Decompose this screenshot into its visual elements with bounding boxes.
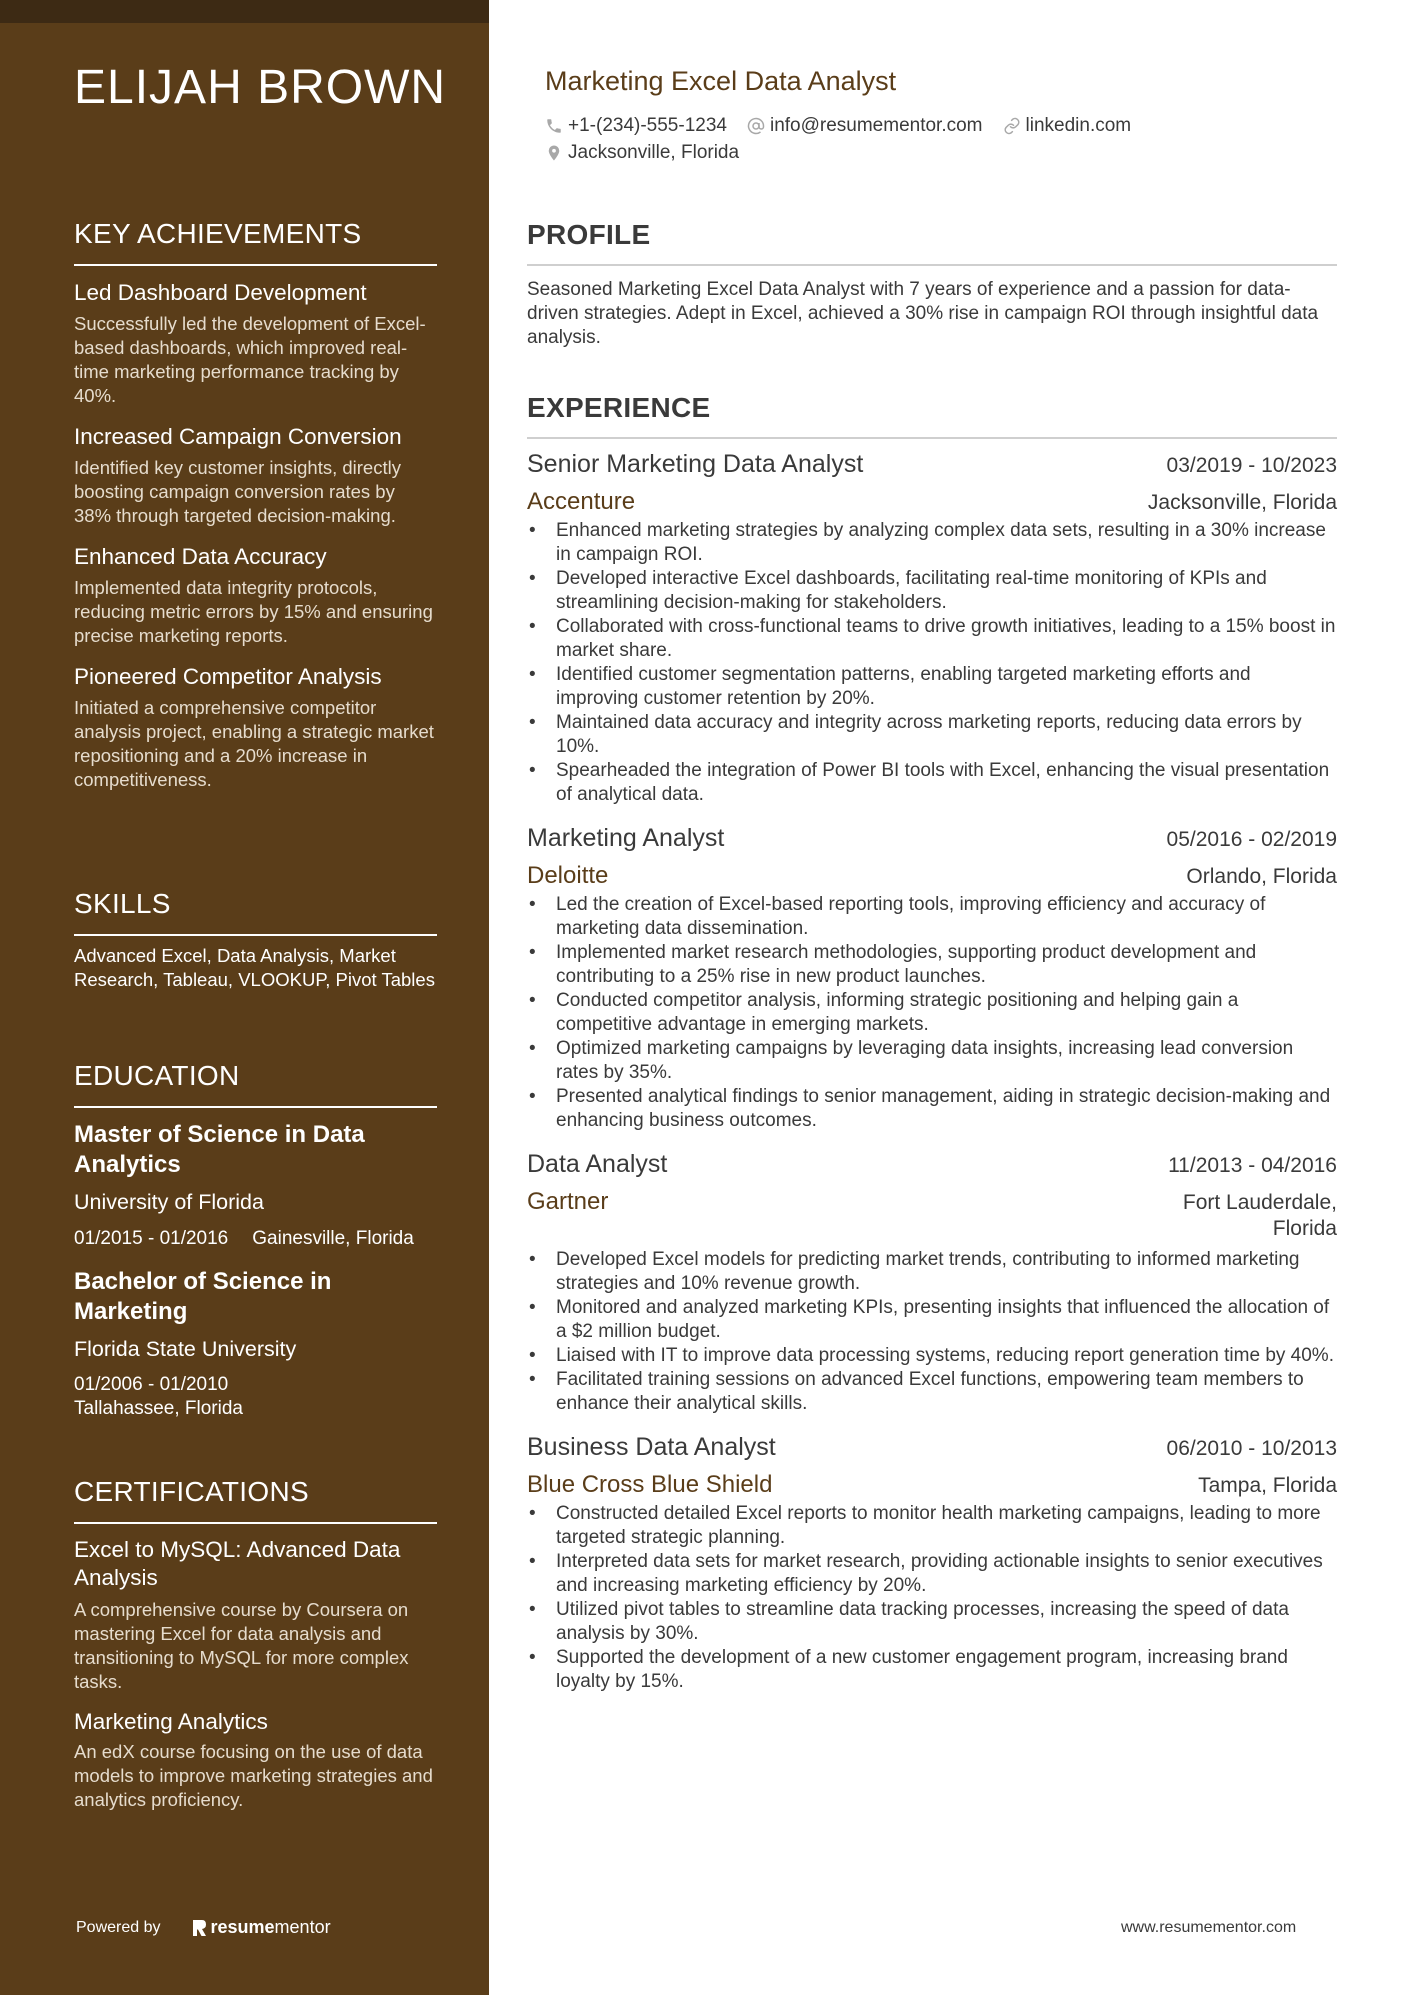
job-bullet: • Identified customer segmentation patterns, enabling targeted marketing efforts and improving customer retention by 20%. — [527, 663, 1337, 711]
key-achievements-heading: KEY ACHIEVEMENTS — [74, 216, 437, 266]
achievement-title: Led Dashboard Development — [74, 280, 367, 305]
education-item — [74, 1120, 437, 1251]
achievement-item — [74, 278, 437, 408]
certification-title: Marketing Analytics — [74, 1709, 268, 1734]
skills-list: Advanced Excel, Data Analysis, Market Research, Tableau, VLOOKUP, Pivot Tables — [74, 945, 435, 990]
phone-contact[interactable] — [545, 115, 727, 137]
education-heading: EDUCATION — [74, 1058, 437, 1108]
education-section — [74, 1058, 437, 1421]
job-bullet: • Supported the development of a new customer engagement program, increasing brand loyalty by 15%. — [527, 1646, 1337, 1694]
footer-url[interactable]: www.resumementor.com — [1121, 1919, 1297, 1936]
certifications-section — [74, 1474, 437, 1812]
education-dates: 01/2006 - 01/2010 — [74, 1374, 229, 1395]
resumementor-logo[interactable] — [191, 1917, 331, 1938]
job-header — [527, 447, 1337, 483]
certification-title: Excel to MySQL: Advanced Data Analysis — [74, 1537, 401, 1590]
job-dates: 11/2013 - 04/2016 — [1168, 1154, 1337, 1177]
contact-info — [545, 112, 1151, 166]
education-item — [74, 1267, 437, 1421]
job-role: Business Data Analyst — [527, 1433, 776, 1461]
job-bullet: • Enhanced marketing strategies by analyzing complex data sets, resulting in a 30% increase in campaign ROI. — [527, 519, 1337, 567]
job-bullet: • Developed Excel models for predicting market trends, contributing to informed marketing strategies and 10% revenue growth. — [527, 1248, 1337, 1296]
achievement-item — [74, 542, 437, 648]
email-contact[interactable] — [747, 115, 983, 137]
job-bullets — [527, 519, 1337, 807]
job-dates: 06/2010 - 10/2013 — [1166, 1437, 1337, 1460]
powered-by — [76, 1917, 331, 1938]
linkedin-contact[interactable] — [1003, 115, 1132, 137]
job-bullet: • Constructed detailed Excel reports to monitor health marketing campaigns, leading to more targeted strategic planning. — [527, 1502, 1337, 1550]
profile-heading: PROFILE — [527, 218, 1337, 266]
job-bullets — [527, 1502, 1337, 1694]
brand-bold-text: resume — [210, 1917, 275, 1937]
linkedin-link: linkedin.com — [1025, 114, 1132, 136]
experience-section — [527, 391, 1337, 1708]
phone-number: +1-(234)-555-1234 — [568, 114, 727, 136]
education-location: Gainesville, Florida — [252, 1228, 414, 1249]
job-dates: 05/2016 - 02/2019 — [1166, 828, 1337, 851]
job-location: Tampa, Florida — [1198, 1474, 1337, 1497]
job-company: Deloitte — [527, 862, 609, 889]
job-bullet: • Collaborated with cross-functional teams to drive growth initiatives, leading to a 15% boost in market share. — [527, 615, 1337, 663]
job-company: Blue Cross Blue Shield — [527, 1471, 773, 1498]
job-role: Data Analyst — [527, 1150, 668, 1178]
job-bullet: • Led the creation of Excel-based reporting tools, improving efficiency and accuracy of marketing data dissemination. — [527, 893, 1337, 941]
key-achievements-section — [74, 216, 437, 792]
at-sign-icon — [747, 117, 765, 135]
link-icon — [1003, 117, 1021, 135]
brand-light-text: mentor — [274, 1917, 331, 1937]
achievement-desc: Successfully led the development of Excel-based dashboards, which improved real-time marketing performance tracking by 40%. — [74, 313, 426, 406]
job-bullet: • Conducted competitor analysis, informing strategic positioning and helping gain a competitive advantage in emerging markets. — [527, 989, 1337, 1037]
candidate-name: ELIJAH BROWN — [74, 61, 447, 114]
job-bullet: • Interpreted data sets for market research, providing actionable insights to senior executives and increasing marketing efficiency by 20%. — [527, 1550, 1337, 1598]
job-dates: 03/2019 - 10/2023 — [1166, 454, 1337, 477]
profile-summary: Seasoned Marketing Excel Data Analyst with 7 years of experience and a passion for data-driven strategies. Adept in Excel, achieved a 30% rise in campaign ROI through insightful data analysis. — [527, 279, 1319, 348]
certification-desc: An edX course focusing on the use of data models to improve marketing strategies and analytics proficiency. — [74, 1741, 433, 1810]
job-bullet: • Liaised with IT to improve data processing systems, reducing report generation time by 40%. — [527, 1344, 1337, 1368]
job-subheader — [527, 1470, 1337, 1500]
job-company: Gartner — [527, 1188, 609, 1215]
experience-heading: EXPERIENCE — [527, 391, 1337, 439]
job-bullet: • Monitored and analyzed marketing KPIs, presenting insights that influenced the allocation of a $2 million budget. — [527, 1296, 1337, 1344]
sidebar — [0, 0, 489, 1995]
achievement-item — [74, 662, 437, 792]
achievement-title: Increased Campaign Conversion — [74, 424, 402, 449]
achievement-title: Pioneered Competitor Analysis — [74, 664, 382, 689]
job-entry — [527, 821, 1337, 1133]
job-bullet: • Maintained data accuracy and integrity across marketing reports, reducing data errors by 10%. — [527, 711, 1337, 759]
job-bullet: • Presented analytical findings to senior management, aiding in strategic decision-making and enhancing business outcomes. — [527, 1085, 1337, 1133]
location-contact — [545, 142, 739, 164]
sidebar-top-bar — [0, 0, 489, 23]
education-meta — [74, 1226, 437, 1251]
job-role: Marketing Analyst — [527, 824, 725, 852]
job-location: Fort Lauderdale, Florida — [1182, 1191, 1337, 1240]
job-bullet: • Spearheaded the integration of Power BI tools with Excel, enhancing the visual presentation of analytical data. — [527, 759, 1337, 807]
job-bullets — [527, 893, 1337, 1133]
job-subheader — [527, 861, 1337, 891]
education-dates: 01/2015 - 01/2016 — [74, 1228, 229, 1249]
education-location: Tallahassee, Florida — [74, 1398, 243, 1419]
education-school: Florida State University — [74, 1337, 297, 1361]
target-job-title: Marketing Excel Data Analyst — [545, 66, 897, 96]
job-company: Accenture — [527, 488, 636, 515]
certifications-heading: CERTIFICATIONS — [74, 1474, 437, 1524]
job-header — [527, 1430, 1337, 1466]
job-subheader — [527, 487, 1337, 517]
job-location: Jacksonville, Florida — [1147, 491, 1337, 514]
job-bullets — [527, 1248, 1337, 1416]
job-role: Senior Marketing Data Analyst — [527, 450, 864, 478]
job-entry — [527, 1430, 1337, 1694]
job-bullet: • Developed interactive Excel dashboards, facilitating real-time monitoring of KPIs and streamlining decision-making for stakeholders. — [527, 567, 1337, 615]
achievement-desc: Initiated a comprehensive competitor analysis project, enabling a strategic market repositioning and a 20% increase in competitiveness. — [74, 697, 434, 790]
achievement-title: Enhanced Data Accuracy — [74, 544, 327, 569]
achievement-desc: Implemented data integrity protocols, reducing metric errors by 15% and ensuring precise marketing reports. — [74, 577, 433, 646]
job-entry — [527, 1147, 1337, 1416]
education-degree: Master of Science in Data Analytics — [74, 1121, 365, 1178]
contact-row — [545, 139, 1151, 166]
skills-heading: SKILLS — [74, 886, 437, 936]
job-header — [527, 821, 1337, 857]
phone-icon — [545, 117, 563, 135]
achievement-item — [74, 422, 437, 528]
job-bullet: • Implemented market research methodologies, supporting product development and contributing to a 25% rise in new product launches. — [527, 941, 1337, 989]
education-school: University of Florida — [74, 1190, 264, 1214]
certification-desc: A comprehensive course by Coursera on mastering Excel for data analysis and transitioning to MySQL for more complex tasks. — [74, 1599, 409, 1692]
job-bullet: • Optimized marketing campaigns by leveraging data insights, increasing lead conversion rates by 35%. — [527, 1037, 1337, 1085]
achievement-desc: Identified key customer insights, directly boosting campaign conversion rates by 38% through targeted decision-making. — [74, 457, 401, 526]
location-text: Jacksonville, Florida — [568, 141, 740, 163]
job-subheader — [527, 1187, 1337, 1242]
job-bullet: • Facilitated training sessions on advanced Excel functions, empowering team members to enhance their analytical skills. — [527, 1368, 1337, 1416]
powered-by-label: Powered by — [76, 1918, 161, 1936]
skills-section — [74, 886, 437, 992]
certification-item — [74, 1708, 437, 1812]
job-entry — [527, 447, 1337, 807]
resumementor-logo-icon — [191, 1918, 207, 1938]
certification-item — [74, 1536, 437, 1694]
profile-section — [527, 218, 1337, 350]
map-pin-icon — [545, 144, 563, 162]
contact-row — [545, 112, 1151, 139]
job-bullet: • Utilized pivot tables to streamline data tracking processes, increasing the speed of data analysis by 30%. — [527, 1598, 1337, 1646]
education-meta — [74, 1373, 437, 1421]
job-location: Orlando, Florida — [1186, 865, 1337, 888]
job-header — [527, 1147, 1337, 1183]
education-degree: Bachelor of Science in Marketing — [74, 1268, 332, 1325]
email-address: info@resumementor.com — [769, 114, 983, 136]
